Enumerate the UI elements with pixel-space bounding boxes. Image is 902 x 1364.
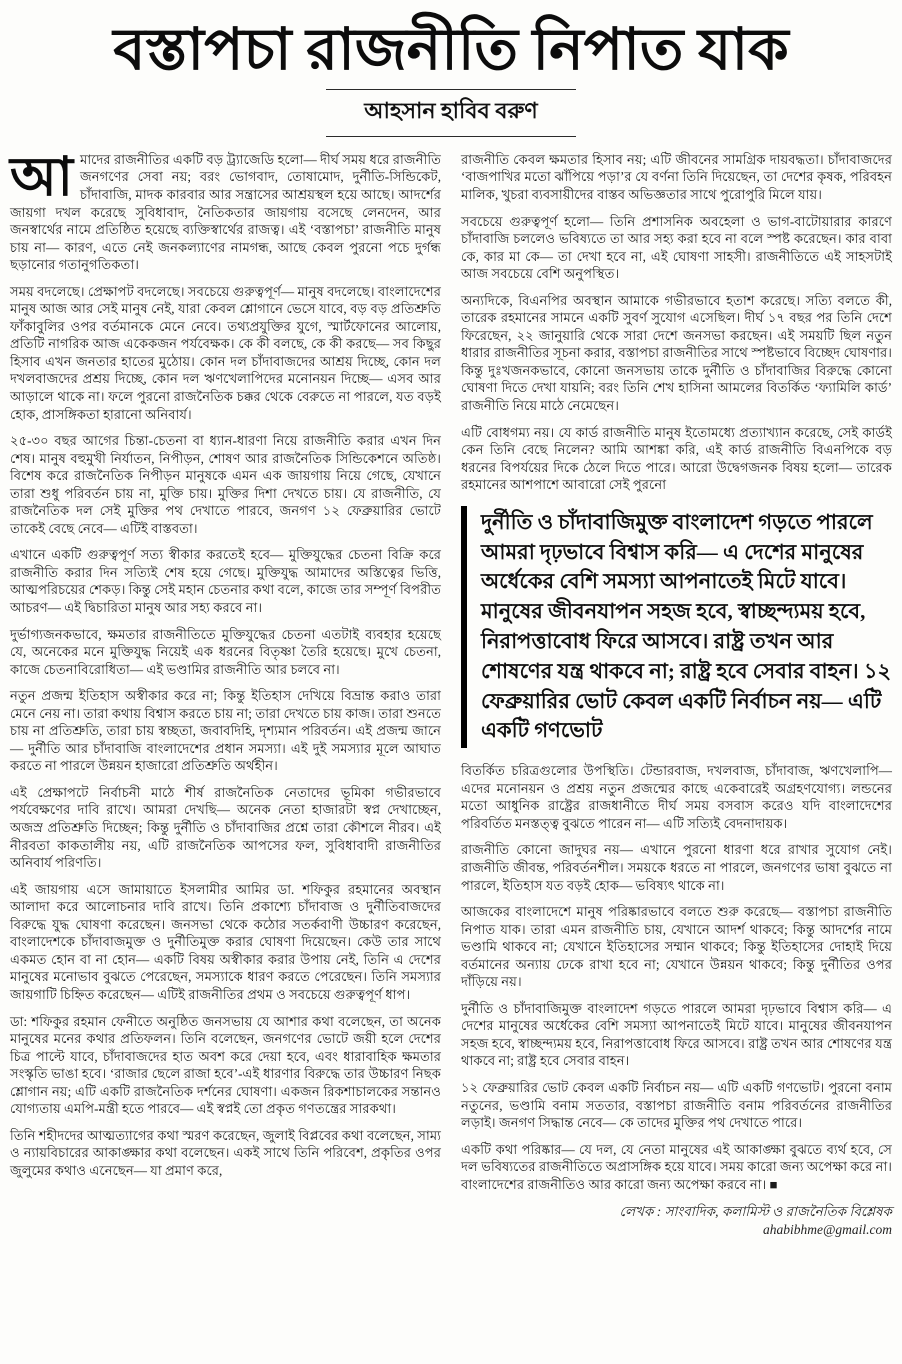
article-paragraph: এই জায়গায় এসে জামায়াতে ইসলামীর আমির ডা. শফিকুর রহমানের অবস্থান আলাদা করে আলোচনার দাবি রাখে। তিনি প্রকাশ্যে চাঁদাবাজ ও দুর্নীতিবাজদের বিরুদ্ধে যুদ্ধ ঘোষণা করেছেন। জনসভা থেকে কঠোর সতর্কবাণী উচ্চারণ করেছেন, বাংলাদেশকে চাঁদাবাজমুক্ত ও দুর্নীতিমুক্ত করার ঘোষণা দিয়েছেন। কেউ তার সাথে একমত হোন বা না হোন— একটি বিষয় অস্বীকার করার উপায় নেই, তিনি এ দেশের মানুষের মনোভাব বুঝতে পেরেছেন, সমস্যাকে ধারণ করতে পেরেছেন। তিনি সমস্যার জায়গাটি চিহ্নিত করেছেন— এটিই রাজনীতির প্রথম ও সবচেয়ে গুরুত্বপূর্ণ ধাপ। (10, 881, 441, 1002)
article-paragraph: তিনি শহীদদের আত্মত্যাগের কথা স্মরণ করেছেন, জুলাই বিপ্লবের কথা বলেছেন, সাম্য ও ন্যায়বিচারের আকাঙ্ক্ষার কথা বলেছেন। একই সাথে তিনি পরিবেশ, প্রকৃতির ওপর জুলুমের কথাও এনেছেন— যা প্রমাণ করে, (10, 1127, 441, 1178)
article-paragraph: অন্যদিকে, বিএনপির অবস্থান আমাকে গভীরভাবে হতাশ করেছে। সত্যি বলতে কী, তারেক রহমানের সামনে একটি সুবর্ণ সুযোগ এসেছিল। দীর্ঘ ১৭ বছর পর তিনি দেশে ফিরেছেন, ২২ জানুয়ারি থেকে সারা দেশে জনসভা করছেন। এই সময়টি ছিল নতুন ধারার রাজনীতির সূচনা করার, বস্তাপচা রাজনীতির সাথে স্পষ্টভাবে বিচ্ছেদ ঘোষণার। কিন্তু দুঃখজনকভাবে, কোনো জনসভায় তাকে দুর্নীতি ও চাঁদাবাজির বিরুদ্ধে কোনো ঘোষণা দিতে দেখা যায়নি; বরং তিনি শেখ হাসিনা আমলের বিতর্কিত ‘ফ্যামিলি কার্ড’ রাজনীতি নিয়ে মাঠে নেমেছেন। (461, 292, 892, 413)
article-paragraph: এটি বোধগম্য নয়। যে কার্ড রাজনীতি মানুষ ইতোমধ্যে প্রত্যাখ্যান করেছে, সেই কার্ডই কেন তিনি বেছে নিলেন? আমি আশঙ্কা করি, এই কার্ড রাজনীতি বিএনপিকে বড় ধরনের বিপর্যয়ের দিকে ঠেলে দিতে পারে। আরো উদ্বেগজনক বিষয় হলো— তারেক রহমানের আশপাশে আবারো সেই পুরনো (461, 424, 892, 493)
left-column (10, 146, 441, 1189)
byline-text: আহসান হাবিব বরুণ (364, 97, 538, 123)
article-paragraph: একটি কথা পরিষ্কার— যে দল, যে নেতা মানুষের এই আকাঙ্ক্ষা বুঝতে ব্যর্থ হবে, সে দল ভবিষ্যতের রাজনীতিতে অপ্রাসঙ্গিক হয়ে যাবে। সময় কারো জন্য অপেক্ষা করে না। বাংলাদেশের রাজনীতিও আর কারো জন্য অপেক্ষা করবে না। ■ (461, 1141, 892, 1192)
drop-cap: আ (10, 146, 73, 207)
right-column (461, 151, 892, 1240)
pull-quote: দুর্নীতি ও চাঁদাবাজিমুক্ত বাংলাদেশ গড়তে পারলে আমরা দৃঢ়ভাবে বিশ্বাস করি— এ দেশের মানুষের অর্ধেকের বেশি সমস্যা আপনাতেই মিটে যাবে। মানুষের জীবনযাপন সহজ হবে, স্বাচ্ছন্দ্যময় হবে, নিরাপত্তাবোধ ফিরে আসবে। রাষ্ট্র তখন আর শোষণের যন্ত্র থাকবে না; রাষ্ট্র হবে সেবার বাহন। ১২ ফেব্রুয়ারির ভোট কেবল একটি নির্বাচন নয়— এটি একটি গণভোট (461, 506, 892, 749)
article-paragraph: ডা: শফিকুর রহমান ফেনীতে অনুষ্ঠিত জনসভায় যে আশার কথা বলেছেন, তা অনেক মানুষের মনের কথার প্রতিফলন। তিনি বলেছেন, জনগণের ভোটে জয়ী হলে দেশের চিত্র পাল্টে যাবে, চাঁদাবাজদের হাত অবশ করে দেয়া হবে, এবং ধারাবাহিক ক্ষমতার সংস্কৃতি ভাঙা হবে। ‘রাজার ছেলে রাজা হবে’-এই ধারণার বিরুদ্ধে তার উচ্চারণ নিছক শ্লোগান নয়; এটি একটি রাজনৈতিক দর্শনের ঘোষণা। একজন রিকশাচালকের সন্তানও যোগ্যতায় এমপি-মন্ত্রী হতে পারবে— এই স্বপ্নই তো প্রকৃত গণতন্ত্রের সারকথা। (10, 1013, 441, 1117)
article-paragraph: আজকের বাংলাদেশে মানুষ পরিষ্কারভাবে বলতে শুরু করেছে— বস্তাপচা রাজনীতি নিপাত যাক। তারা এমন রাজনীতি চায়, যেখানে আদর্শ থাকবে; কিন্তু আদর্শের নামে ভণ্ডামি থাকবে না; যেখানে ইতিহাসের সম্মান থাকবে; কিন্তু ইতিহাসের দোহাই দিয়ে বর্তমানের অন্যায় ঢেকে রাখা হবে না; যেখানে উন্নয়ন থাকবে; কিন্তু দুর্নীতির ওপর দাঁড়িয়ে নয়। (461, 904, 892, 990)
article-paragraph: ১২ ফেব্রুয়ারির ভোট কেবল একটি নির্বাচন নয়— এটি একটি গণভোট। পুরনো বনাম নতুনের, ভণ্ডামি বনাম সততার, বস্তাপচা রাজনীতি বনাম পরিবর্তনের রাজনীতির লড়াই। জনগণ সিদ্ধান্ত নেবে— কে তাদের মুক্তির পথ দেখাতে পারে। (461, 1079, 892, 1131)
article-paragraph (10, 146, 441, 274)
article-paragraph: দুর্ভাগ্যজনকভাবে, ক্ষমতার রাজনীতিতে মুক্তিযুদ্ধের চেতনা এতটাই ব্যবহার হয়েছে যে, অনেকের মনে মুক্তিযুদ্ধ নিয়েই এক ধরনের বিতৃষ্ণা তৈরি হয়েছে। মুখে চেতনা, কাজে চেতনাবিরোধিতা— এই ভণ্ডামির রাজনীতি আর চলবে না। (10, 626, 441, 677)
byline (326, 89, 576, 137)
author-credit-text: লেখক : সাংবাদিক, কলামিস্ট ও রাজনৈতিক বিশ্লেষক (619, 1204, 892, 1220)
article-paragraph: সবচেয়ে গুরুত্বপূর্ণ হলো— তিনি প্রশাসনিক অবহেলা ও ভাগ-বাটোয়ারার কারণে চাঁদাবাজি চললেও ভবিষ্যতে তা আর সহ্য করা হবে না বলে স্পষ্ট করেছেন। কার বাবা কে, কার মা কে— তা দেখা হবে না, এই ঘোষণা সাহসী। রাজনীতিতে এই সাহসটাই আজ সবচেয়ে বেশি অনুপস্থিত। (461, 213, 892, 282)
article-paragraph: নতুন প্রজন্ম ইতিহাস অস্বীকার করে না; কিন্তু ইতিহাস দেখিয়ে বিভ্রান্ত করাও তারা মেনে নেয় না। তারা কথায় বিশ্বাস করতে চায় না; তারা দেখতে চায় কাজ। তারা শুনতে চায় না প্রতিশ্রুতি, তারা চায় স্বচ্ছতা, জবাবদিহি, দৃশ্যমান পরিবর্তন। এই প্রজন্ম জানে— দুর্নীতি আর চাঁদাবাজি বাংলাদেশের প্রধান সমস্যা। এই দুই সমস্যার মূলে আঘাত করতে না পারলে উন্নয়ন হাজারো প্রতিশ্রুতি অর্থহীন। (10, 688, 441, 774)
author-email: ahabibhme@gmail.com (762, 1222, 892, 1238)
article-paragraph: দুর্নীতি ও চাঁদাবাজিমুক্ত বাংলাদেশ গড়তে পারলে আমরা দৃঢ়ভাবে বিশ্বাস করি— এ দেশের মানুষের অর্ধেকের বেশি সমস্যা আপনাতেই মিটে যাবে। মানুষের জীবনযাপন সহজ হবে, স্বাচ্ছন্দ্যময় হবে, নিরাপত্তাবোধ ফিরে আসবে। রাষ্ট্র তখন আর শোষণের যন্ত্র থাকবে না; রাষ্ট্র হবে সেবার বাহন। (461, 1000, 892, 1069)
author-credit (461, 1203, 892, 1239)
article-paragraph: সময় বদলেছে। প্রেক্ষাপট বদলেছে। সবচেয়ে গুরুত্বপূর্ণ— মানুষ বদলেছে। বাংলাদেশের মানুষ আজ আর সেই মানুষ নেই, যারা কেবল শ্লোগানে ভেসে যাবে, বড় বড় প্রতিশ্রুতি ফাঁকাবুলির ওপর বর্তমানকে মেনে নেবে। তথ্যপ্রযুক্তির যুগে, স্মার্টফোনের আলোয়, প্রতিটি নাগরিক আজ একেকজন পর্যবেক্ষক। কে কী বলছে, কে কী করছে— সব কিছুর হিসাব এখন জনতার হাতের মুঠোয়। কোন দল চাঁদাবাজদের আশ্রয় দিচ্ছে, কোন দল দখলবাজদের প্রশ্রয় দিচ্ছে, কোন দল ঋণখেলাপিদের মনোনয়ন দিচ্ছে— এসব আর আড়ালে থাকে না। ফলে পুরনো রাজনৈতিক চক্কর থেকে বেরুতে না পারলে, যত বড়ই হোক, প্রাসঙ্গিকতা হারানো অনিবার্য। (10, 283, 441, 422)
article-paragraph: রাজনীতি কেবল ক্ষমতার হিসাব নয়; এটি জীবনের সামগ্রিক দায়বদ্ধতা। চাঁদাবাজদের ‘বাজপাখির মতো ঝাঁপিয়ে পড়া’র যে বর্ণনা তিনি দিয়েছেন, তা দেশের কৃষক, পরিবহন মালিক, খুচরা ব্যবসায়ীদের বাস্তব অভিজ্ঞতার সাথে পুরোপুরি মিলে যায়। (461, 151, 892, 202)
article-paragraph: রাজনীতি কোনো জাদুঘর নয়— এখানে পুরনো ধারণা ধরে রাখার সুযোগ নেই। রাজনীতি জীবন্ত, পরিবর্তনশীল। সময়কে ধরতে না পারলে, জনগণের ভাষা বুঝতে না পারলে, ইতিহাস যত বড়ই হোক— ভবিষ্যৎ থাকে না। (461, 842, 892, 893)
article-paragraph: ২৫-৩০ বছর আগের চিন্তা-চেতনা বা ধ্যান-ধারণা নিয়ে রাজনীতি করার এখন দিন শেষ। মানুষ বহুমুখী নির্যাতন, নিপীড়ন, শোষণ আর রাজনৈতিক সিন্ডিকেশনে অতিষ্ঠ। বিশেষ করে রাজনৈতিক নিপীড়ন মানুষকে এমন এক জায়গায় নিয়ে গেছে, যেখানে তারা শুধু পরিবর্তন চায় না, মুক্তি চায়। মুক্তির দিশা দেখতে চায়। যে রাজনীতি, যে রাজনৈতিক দল সেই মুক্তির পথ দেখাতে পারবে, জনগণ ১২ ফেব্রুয়ারির ভোটে তাকেই বেছে নেবে— এটিই বাস্তবতা। (10, 433, 441, 536)
paragraph-text: মাদের রাজনীতির একটি বড় ট্র্যাজেডি হলো— দীর্ঘ সময় ধরে রাজনীতি জনগণের সেবা নয়; বরং ভোগবাদ, তোষামোদ, দুর্নীতি-সিন্ডিকেট, চাঁদাবাজি, মাদক কারবার আর সন্ত্রাসের আশ্রয়স্থল হয়ে আছে। আদর্শের জায়গা দখল করেছে সুবিধাবাদ, নৈতিকতার জায়গায় বসেছে লেনদেন, আর জনস্বার্থের নামে প্রতিষ্ঠিত হয়েছে ব্যক্তিস্বার্থের রাজত্ব। এই ‘বস্তাপচা’ রাজনীতি মানুষ চায় না— কারণ, এতে নেই জনকল্যাণের নামগন্ধ, আছে কেবল পুরনো পচে দুর্গন্ধ ছড়ানোর গতানুগতিকতা। (10, 151, 441, 273)
article-paragraph: বিতর্কিত চরিত্রগুলোর উপস্থিতি। টেন্ডারবাজ, দখলবাজ, চাঁদাবাজ, ঋণখেলাপি— এদের মনোনয়ন ও প্রশ্রয় নতুন প্রজন্মের কাছে একেবারেই অগ্রহণযোগ্য। লন্ডনের মতো আধুনিক রাষ্ট্রের রাজধানীতে দীর্ঘ সময় বসবাস করেও যদি বাংলাদেশের পরিবর্তিত মনস্তত্ত্ব বুঝতে পারেন না— এটি সত্যিই বেদনাদায়ক। (461, 763, 892, 831)
article-paragraph: এই প্রেক্ষাপটে নির্বাচনী মাঠে শীর্ষ রাজনৈতিক নেতাদের ভূমিকা গভীরভাবে পর্যবেক্ষণের দাবি রাখে। আমরা দেখছি— অনেক নেতা হাজারটা স্বপ্ন দেখাচ্ছেন, অজস্র প্রতিশ্রুতি দিচ্ছেন; কিন্তু দুর্নীতি ও চাঁদাবাজির প্রশ্নে তারা কৌশলে নীরব। এই নীরবতা কাকতালীয় নয়, এটি রাজনৈতিক আপসের ফল, সুবিধাবাদী রাজনীতির অনিবার্য পরিণতি। (10, 784, 441, 871)
headline: বস্তাপচা রাজনীতি নিপাত যাক (113, 17, 789, 82)
article-body (10, 146, 892, 1240)
article-paragraph: এখানে একটি গুরুত্বপূর্ণ সত্য স্বীকার করতেই হবে— মুক্তিযুদ্ধের চেতনা বিক্রি করে রাজনীতি করার দিন সত্যিই শেষ হয়ে গেছে। মুক্তিযুদ্ধ আমাদের অস্তিত্বের ভিত্তি, আত্মপরিচয়ের শেকড়। কিন্তু সেই মহান চেতনার কথা বলে, কাজে তার সম্পূর্ণ বিপরীত আচরণ— এই দ্বিচারিতা মানুষ আর সহ্য করবে না। (10, 547, 441, 616)
